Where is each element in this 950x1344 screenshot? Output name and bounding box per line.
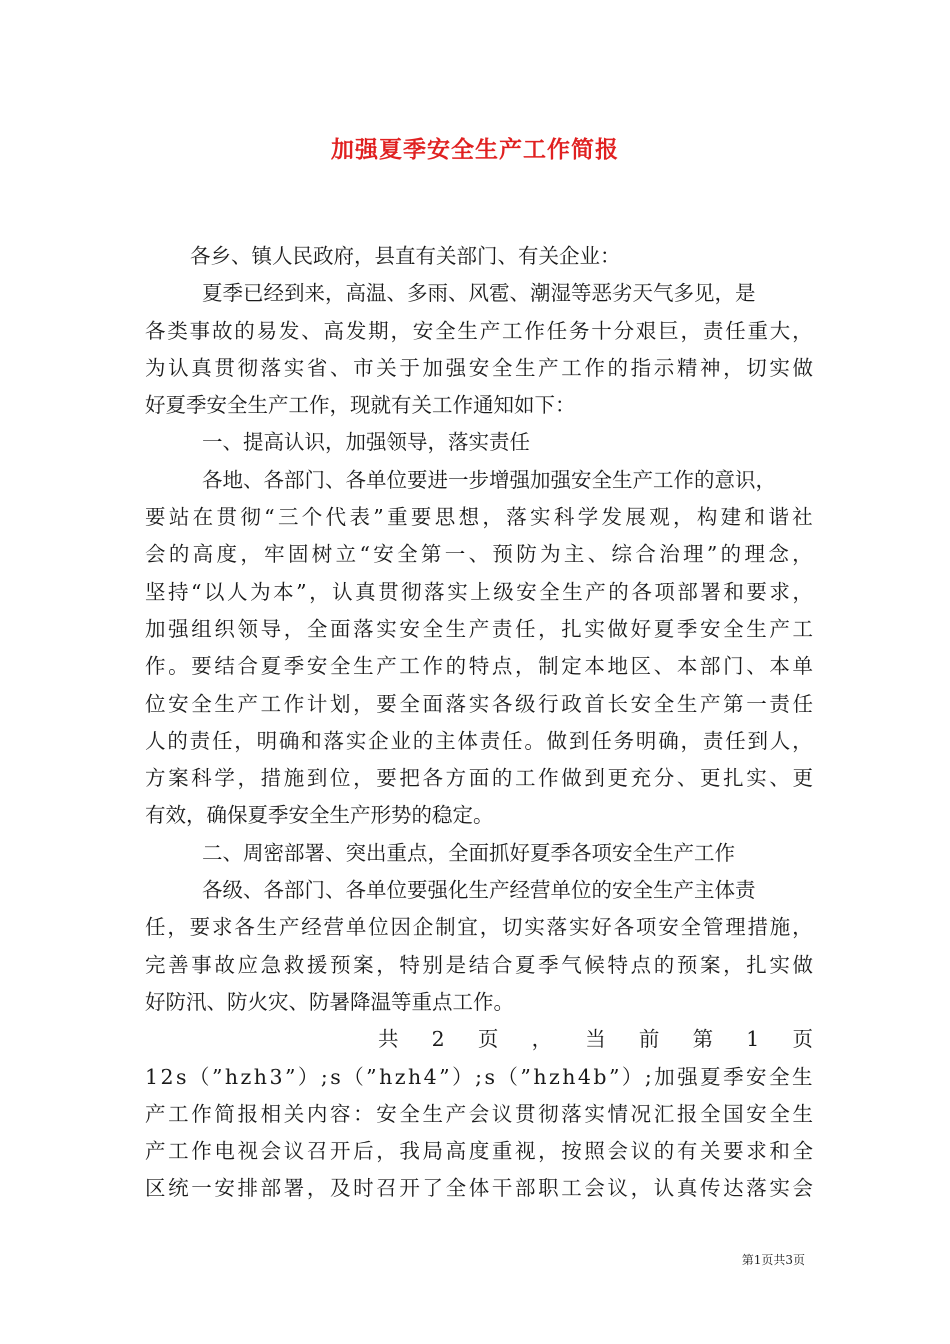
text-line: 作 。 要 结 合 夏 季 安 全 生 产 工 作 的 特 点 ， 制 定 本 地 区 、 本 部 门 、 本 单 [145, 654, 813, 679]
text-line: 方 案 科 学 ， 措 施 到 位 ， 要 把 各 方 面 的 工 作 做 到 更 充 分 、 更 扎 实 、 更 [145, 766, 813, 791]
text-line: 各 类 事 故 的 易 发 、 高 发 期 ， 安 全 生 产 工 作 任 务 十 分 艰 巨 ， 责 任 重 大 ， [145, 318, 813, 343]
text-line: 为 认 真 贯 彻 落 实 省 、 市 关 于 加 强 安 全 生 产 工 作 的 指 示 精 神 ， 切 实 做 [145, 355, 813, 380]
text-line: 各乡、镇人民政府，县直有关部门、有关企业： [190, 244, 621, 268]
text-line: 一、提高认识，加强领导，落实责任 [202, 430, 530, 455]
text-line: 任 ， 要 求 各 生 产 经 营 单 位 因 企 制 宜 ， 切 实 落 实 好 各 项 安 全 管 理 措 施 ， [145, 915, 813, 940]
text-line: 位 安 全 生 产 工 作 计 划 ， 要 全 面 落 实 各 级 行 政 首 长 安 全 生 产 第 一 责 任 [145, 691, 813, 716]
text-line: 加 强 组 织 领 导 ， 全 面 落 实 安 全 生 产 责 任 ， 扎 实 做 好 夏 季 安 全 生 产 工 [145, 616, 813, 641]
text-line: 区 统 一 安 排 部 署 ， 及 时 召 开 了 全 体 干 部 职 工 会 议 ， 认 真 传 达 落 实 会 [145, 1176, 813, 1201]
text-line: 好防汛、防火灾、防暑降温等重点工作。 [145, 989, 514, 1014]
text-line: 人 的 责 任 ， 明 确 和 落 实 企 业 的 主 体 责 任 。 做 到 任 务 明 确 ， 责 任 到 人 ， [145, 728, 813, 753]
text-line: 会 的 高 度 ， 牢 固 树 立 “ 安 全 第 一 、 预 防 为 主 、 综 合 治 理 ” 的 理 念 ， [145, 542, 813, 567]
text-line: 共 2 页 ， 当 前 第 1 页 [378, 1027, 813, 1052]
text-line: 要 站 在 贯 彻 “ 三 个 代 表 ” 重 要 思 想 ， 落 实 科 学 发 展 观 ， 构 建 和 谐 社 [145, 505, 813, 530]
document-body [145, 238, 813, 1208]
text-line: 好夏季安全生产工作，现就有关工作通知如下： [145, 393, 576, 418]
text-line: 坚 持 “ 以 人 为 本 ” ， 认 真 贯 彻 落 实 上 级 安 全 生 产 的 各 项 部 署 和 要 求 ， [145, 579, 813, 604]
text-line: 产 工 作 电 视 会 议 召 开 后 ， 我 局 高 度 重 视 ， 按 照 会 议 的 有 关 要 求 和 全 [145, 1139, 813, 1164]
text-line: 1 2 s （ ” h z h 3 ” ） ; s （ ” h z h 4 ” ） ; s （ ” h z h 4 b ” ） ; 加 强 夏 季 安 全 生 [145, 1064, 813, 1089]
text-line: 各级、各部门、各单位要强化生产经营单位的安全生产主体责 [202, 878, 756, 903]
document-title: 加强夏季安全生产工作简报 [331, 136, 619, 163]
text-line: 各地、各部门、各单位要进一步增强加强安全生产工作的意识， [202, 467, 776, 492]
text-line: 完 善 事 故 应 急 救 援 预 案 ， 特 别 是 结 合 夏 季 气 候 特 点 的 预 案 ， 扎 实 做 [145, 952, 813, 977]
text-line: 有效，确保夏季安全生产形势的稳定。 [145, 803, 494, 828]
page-footer: 第1页共3页 [741, 1253, 805, 1267]
text-line: 二、周密部署、突出重点，全面抓好夏季各项安全生产工作 [202, 840, 735, 865]
text-line: 夏季已经到来，高温、多雨、风雹、潮湿等恶劣天气多见，是 [202, 281, 756, 306]
text-line: 产 工 作 简 报 相 关 内 容 ： 安 全 生 产 会 议 贯 彻 落 实 情 况 汇 报 全 国 安 全 生 [145, 1101, 813, 1126]
